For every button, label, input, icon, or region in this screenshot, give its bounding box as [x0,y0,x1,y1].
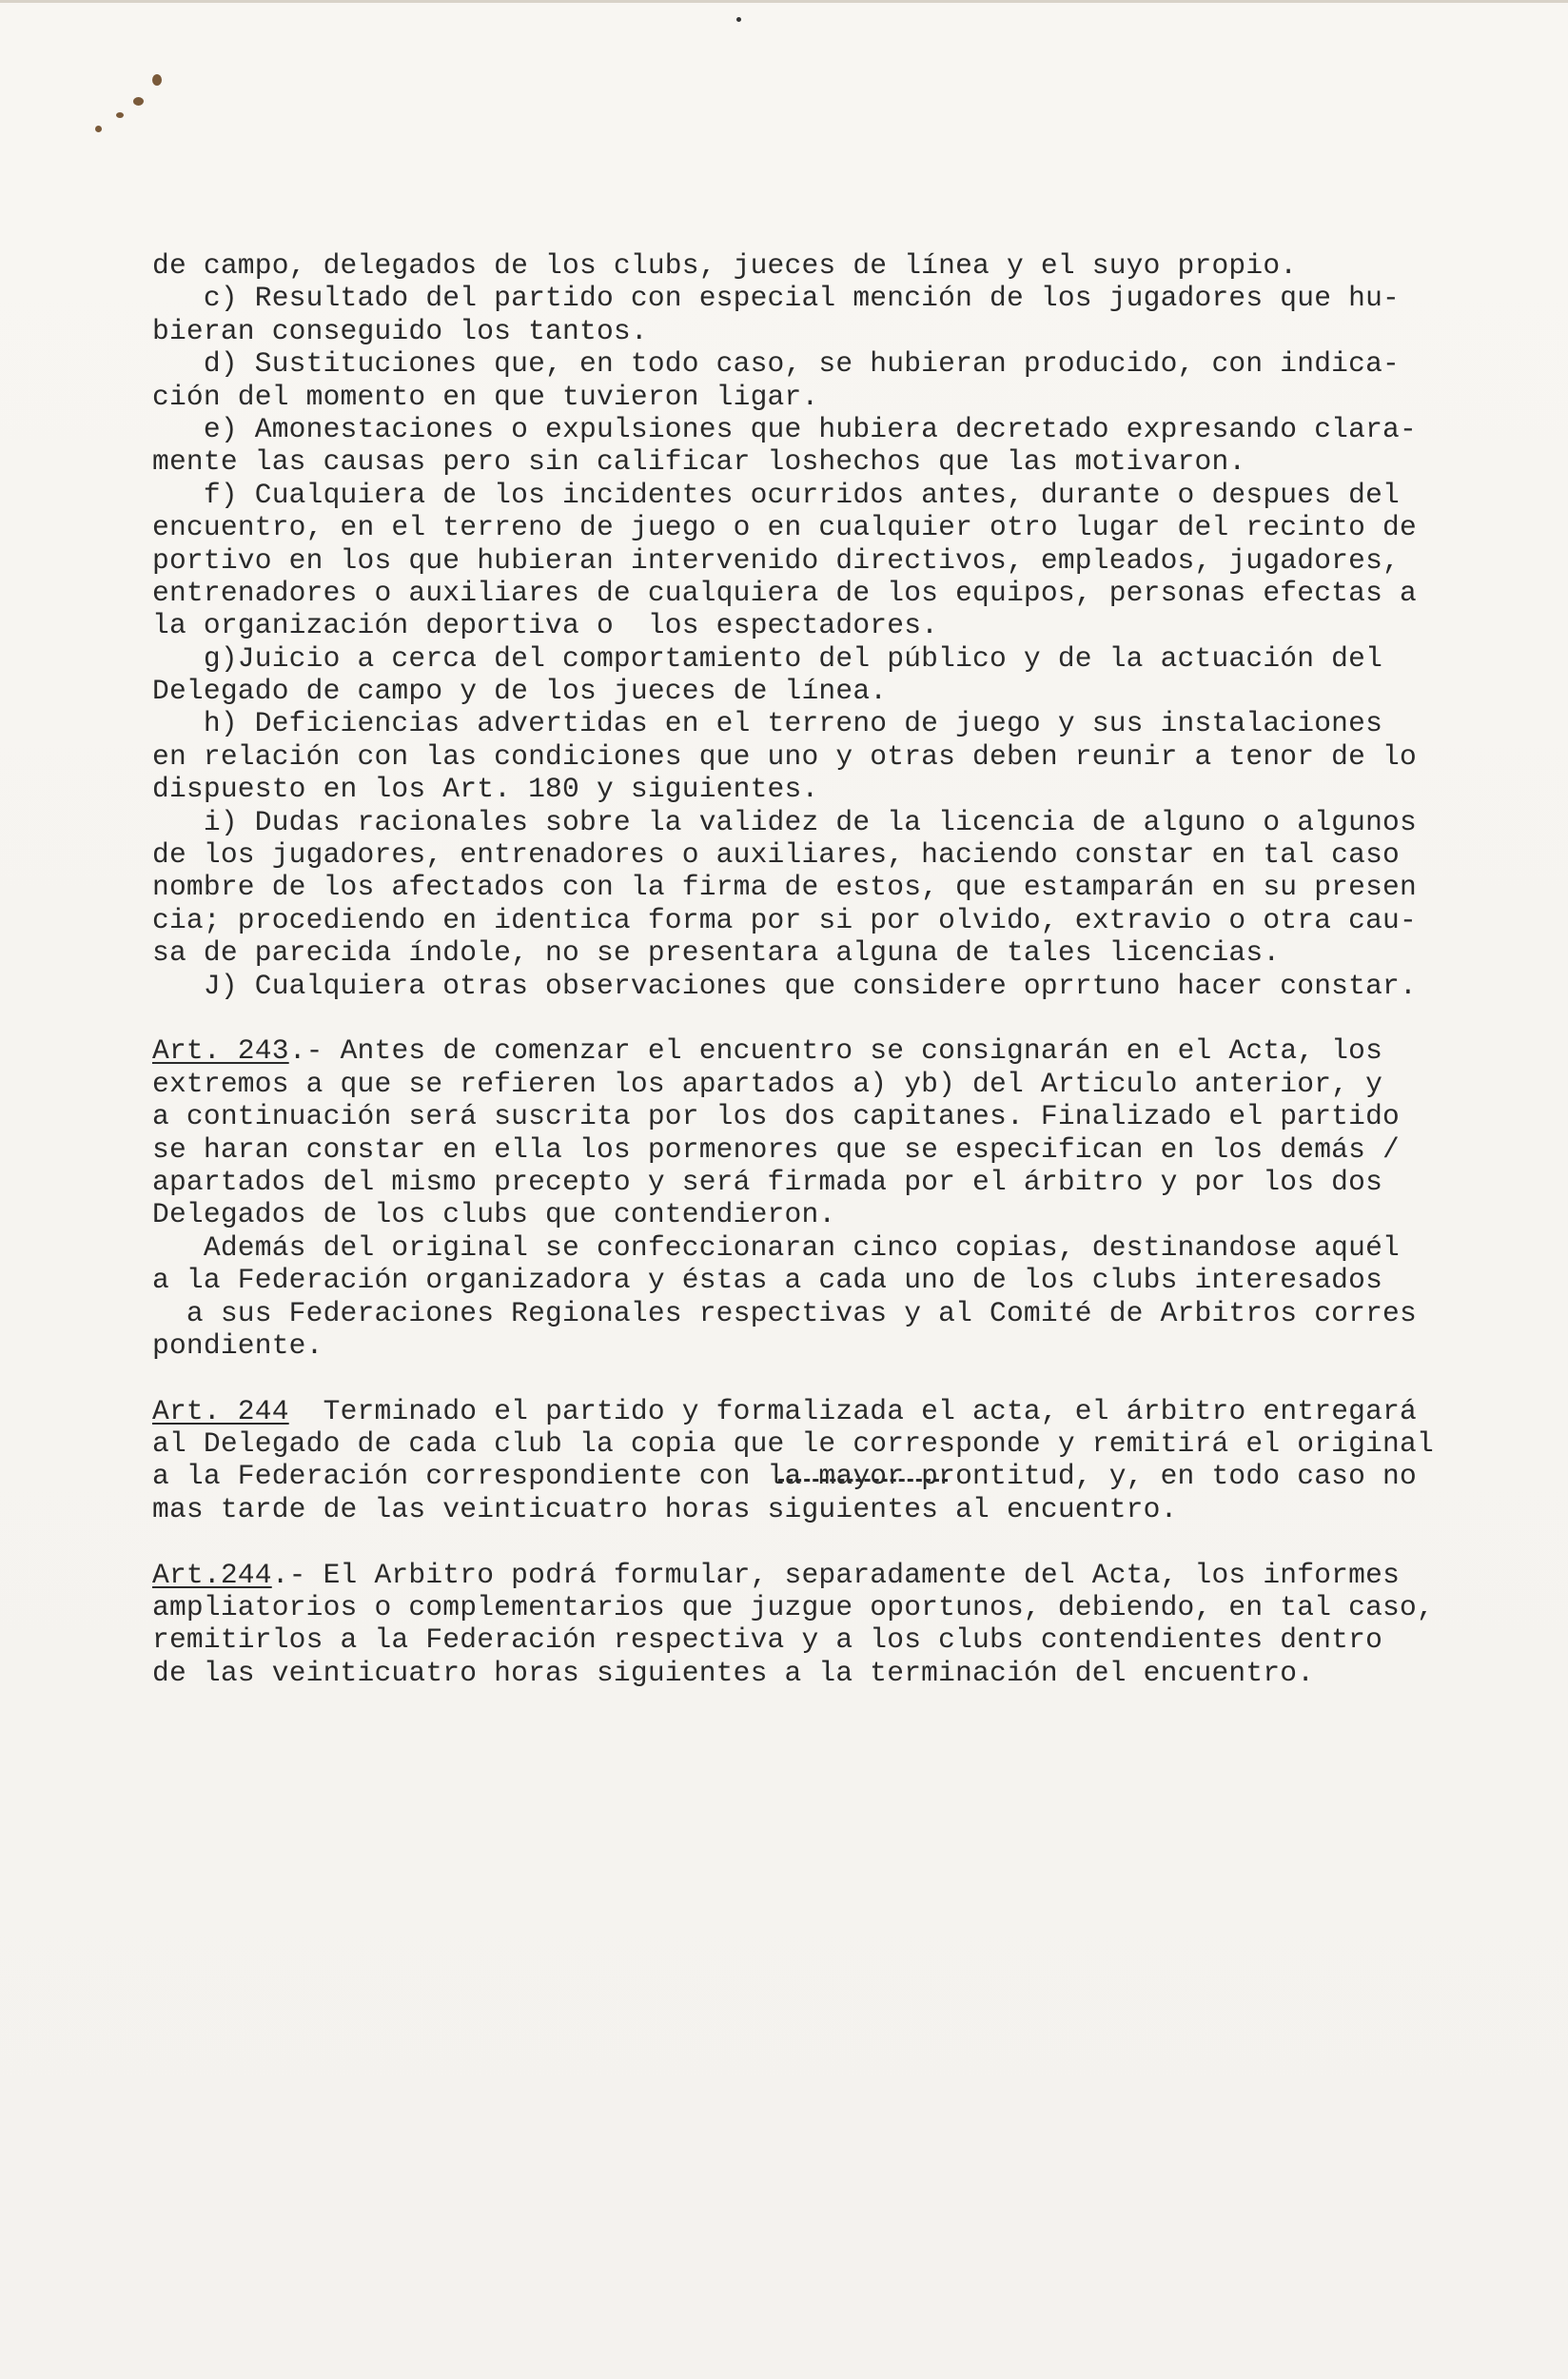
text-line: .- Antes de comenzar el encuentro se consignarán en el Acta, los [288,1034,1383,1068]
article-243-label: Art. 243 [152,1034,289,1068]
text-line: portivo en los que hubieran intervenido directivos, empleados, jugadores, [152,543,1401,577]
text-line: c) Resultado del partido con especial mención de los jugadores que hu- [152,282,1401,315]
end-separator-line [778,1479,948,1482]
ink-blot [133,97,144,106]
text-line: mas tarde de las veinticuatro horas siguientes al encuentro. [152,1492,1178,1525]
text-line: de los jugadores, entrenadores o auxiliares, haciendo constar en tal caso [152,838,1401,872]
article-244b-label: Art.244 [152,1558,272,1591]
text-line: a continuación será suscrita por los dos capitanes. Finalizado el partido [152,1100,1401,1133]
text-line: ción del momento en que tuvieron ligar. [152,380,819,413]
text-line: a la Federación correspondiente con la mayor prontitud, y, en todo caso no [152,1460,1417,1493]
ink-blot [152,74,162,86]
text-line: al Delegado de cada club la copia que le corresponde y remitirá el original [152,1427,1434,1461]
text-line: ampliatorios o complementarios que juzgue oportunos, debiendo, en tal caso, [152,1591,1434,1624]
text-line: .- El Arbitro podrá formular, separadamente del Acta, los informes [271,1558,1401,1591]
document-text [152,249,1560,1689]
page-top-edge [0,0,1568,3]
article-243-heading-line [152,1034,1560,1067]
text-line: d) Sustituciones que, en todo caso, se hubieran producido, con indica- [152,347,1401,381]
text-line: de campo, delegados de los clubs, jueces de línea y el suyo propio. [152,249,1298,282]
text-line: h) Deficiencias advertidas en el terreno de juego y sus instalaciones [152,707,1383,740]
text-line: i) Dudas racionales sobre la validez de la licencia de alguno o algunos [152,805,1417,838]
text-line: se haran constar en ella los pormenores que se especifican en los demás / [152,1132,1401,1166]
article-244b-heading-line [152,1559,1560,1591]
text-line: a sus Federaciones Regionales respectivas y al Comité de Arbitros corres [152,1296,1417,1329]
text-line: bieran conseguido los tantos. [152,314,648,347]
paragraph-gap [152,1362,1560,1394]
text-line: apartados del mismo precepto y será firmada por el árbitro y por los dos [152,1165,1383,1198]
text-line: de las veinticuatro horas siguientes a la terminación del encuentro. [152,1656,1315,1689]
text-line: J) Cualquiera otras observaciones que considere oprrtuno hacer constar. [152,969,1417,1002]
text-line: sa de parecida índole, no se presentara alguna de tales licencias. [152,936,1281,970]
text-line: Además del original se confeccionaran cinco copias, destinandose aquél [152,1230,1401,1264]
text-line: a la Federación organizadora y éstas a cada uno de los clubs interesados [152,1264,1383,1297]
paragraph-gap [152,1525,1560,1558]
text-line: dispuesto en los Art. 180 y siguientes. [152,773,819,806]
text-line: g)Juicio a cerca del comportamiento del público y de la actuación del [152,641,1383,675]
text-line: cia; procediendo en identica forma por si por olvido, extravio o otra cau- [152,903,1417,936]
ink-blot [95,126,102,132]
text-line: pondiente. [152,1328,323,1362]
text-line: la organización deportiva o los espectadores. [152,609,939,642]
ink-blot [736,17,741,22]
text-line: nombre de los afectados con la firma de estos, que estamparán en su presen [152,871,1417,904]
text-line: Terminado el partido y formalizada el acta, el árbitro entregará [288,1394,1417,1427]
text-line: en relación con las condiciones que uno y otras deben reunir a tenor de lo [152,739,1417,773]
text-line: remitirlos a la Federación respectiva y a los clubs contendientes dentro [152,1623,1383,1657]
text-line: Delegados de los clubs que contendieron. [152,1198,836,1231]
text-line: extremos a que se refieren los apartados a) yb) del Articulo anterior, y [152,1067,1383,1100]
article-244-heading-line [152,1395,1560,1427]
text-line: f) Cualquiera de los incidentes ocurridos antes, durante o despues del [152,478,1401,511]
paragraph-gap [152,1002,1560,1034]
text-line: Delegado de campo y de los jueces de línea. [152,675,888,708]
article-244-label: Art. 244 [152,1394,289,1427]
text-line: entrenadores o auxiliares de cualquiera de los equipos, personas efectas a [152,576,1417,609]
text-line: mente las causas pero sin calificar loshechos que las motivaron. [152,445,1246,479]
text-line: encuentro, en el terreno de juego o en cualquier otro lugar del recinto de [152,511,1417,544]
text-line: e) Amonestaciones o expulsiones que hubiera decretado expresando clara- [152,412,1417,445]
ink-blot [116,112,124,118]
